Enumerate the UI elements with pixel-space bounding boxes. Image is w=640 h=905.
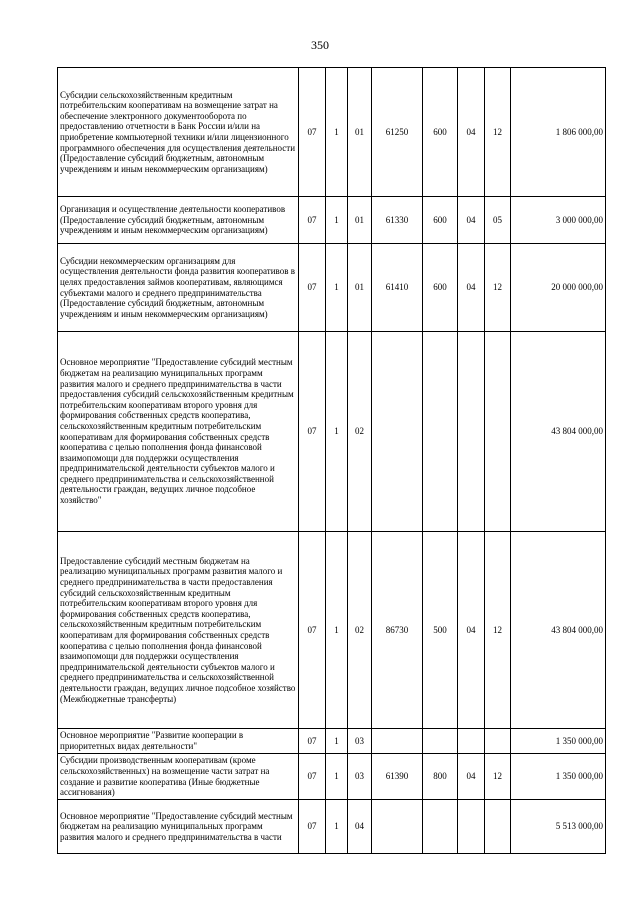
code-section: 07 xyxy=(299,244,326,332)
code-program: 1 xyxy=(326,197,348,244)
table-row xyxy=(58,197,606,244)
code-program: 1 xyxy=(326,332,348,532)
row-amount: 1 806 000,00 xyxy=(511,68,606,197)
code-chapter xyxy=(458,332,485,532)
code-chapter: 04 xyxy=(458,68,485,197)
row-amount: 43 804 000,00 xyxy=(511,332,606,532)
code-direction: 61250 xyxy=(372,68,423,197)
code-chapter: 04 xyxy=(458,244,485,332)
row-amount: 20 000 000,00 xyxy=(511,244,606,332)
table-row xyxy=(58,754,606,800)
code-subprogram: 04 xyxy=(348,800,372,854)
code-section: 07 xyxy=(299,332,326,532)
table-row xyxy=(58,729,606,754)
code-section: 07 xyxy=(299,197,326,244)
code-expense-type xyxy=(423,332,458,532)
code-subsection: 12 xyxy=(485,532,511,729)
row-description: Предоставление субсидий местным бюджетам на реализацию муниципальных программ развития малого и среднего предпринимательства в части предоставления субсидий сельскохозяйственным кредитным потребительским кооперативам второго уровня для формирования собственных средств кооператива, сельскохозяйственным кредитным потребительским кооперативам для формирования собственных средств кооператива с целью пополнения фонда финансовой взаимопомощи для поддержки осуществления предпринимательской деятельности субъектов малого и среднего предпринимательства и сельскохозяйственной деятельности граждан, ведущих личное подсобное хозяйство (Межбюджетные трансферты) xyxy=(58,532,299,729)
code-subsection: 12 xyxy=(485,754,511,800)
code-subprogram: 03 xyxy=(348,729,372,754)
table-row xyxy=(58,532,606,729)
code-chapter: 04 xyxy=(458,754,485,800)
table-row xyxy=(58,244,606,332)
code-direction: 86730 xyxy=(372,532,423,729)
code-section: 07 xyxy=(299,532,326,729)
code-subprogram: 02 xyxy=(348,332,372,532)
row-amount: 3 000 000,00 xyxy=(511,197,606,244)
code-program: 1 xyxy=(326,244,348,332)
row-description: Субсидии сельскохозяйственным кредитным потребительским кооперативам на возмещение затрат на обеспечение электронного документооборота по предоставлению отчетности в Банк России и/или на приобретение компьютерной техники и/или лицензионного программного обеспечения для осуществления деятельности (Предоставление субсидий бюджетным, автономным учреждениям и иным некоммерческим организациям) xyxy=(58,68,299,197)
code-direction: 61410 xyxy=(372,244,423,332)
code-program: 1 xyxy=(326,532,348,729)
table-row xyxy=(58,68,606,197)
code-chapter: 04 xyxy=(458,532,485,729)
code-chapter: 04 xyxy=(458,197,485,244)
code-program: 1 xyxy=(326,68,348,197)
row-amount: 5 513 000,00 xyxy=(511,800,606,854)
code-expense-type: 600 xyxy=(423,68,458,197)
code-expense-type: 800 xyxy=(423,754,458,800)
code-subprogram: 02 xyxy=(348,532,372,729)
table-row xyxy=(58,800,606,854)
budget-table xyxy=(57,67,606,854)
code-expense-type: 600 xyxy=(423,244,458,332)
row-description: Организация и осуществление деятельности кооперативов (Предоставление субсидий бюджетным, автономным учреждениям и иным некоммерческим организациям) xyxy=(58,197,299,244)
code-subprogram: 01 xyxy=(348,244,372,332)
code-chapter xyxy=(458,729,485,754)
page-number: 350 xyxy=(311,38,329,52)
code-program: 1 xyxy=(326,754,348,800)
row-description: Основное мероприятие "Развитие кооперации в приоритетных видах деятельности" xyxy=(58,729,299,754)
code-subprogram: 01 xyxy=(348,68,372,197)
code-subprogram: 03 xyxy=(348,754,372,800)
code-subsection xyxy=(485,332,511,532)
row-amount: 43 804 000,00 xyxy=(511,532,606,729)
code-direction xyxy=(372,729,423,754)
row-description: Субсидии производственным кооперативам (кроме сельскохозяйственных) на возмещение части затрат на создание и развитие кооператива (Иные бюджетные ассигнования) xyxy=(58,754,299,800)
code-expense-type xyxy=(423,800,458,854)
table-row xyxy=(58,332,606,532)
code-direction: 61330 xyxy=(372,197,423,244)
code-section: 07 xyxy=(299,754,326,800)
row-amount: 1 350 000,00 xyxy=(511,754,606,800)
code-section: 07 xyxy=(299,68,326,197)
code-subsection xyxy=(485,729,511,754)
code-expense-type: 500 xyxy=(423,532,458,729)
code-program: 1 xyxy=(326,729,348,754)
code-subsection: 05 xyxy=(485,197,511,244)
row-description: Основное мероприятие "Предоставление субсидий местным бюджетам на реализацию муниципальных программ развития малого и среднего предпринимательства в части xyxy=(58,800,299,854)
row-description: Субсидии некоммерческим организациям для осуществления деятельности фонда развития кооперативов в целях предоставления займов кооперативам, являющимся субъектами малого и среднего предпринимательства (Предоставление субсидий бюджетным, автономным учреждениям и иным некоммерческим организациям) xyxy=(58,244,299,332)
code-section: 07 xyxy=(299,729,326,754)
code-section: 07 xyxy=(299,800,326,854)
row-description: Основное мероприятие "Предоставление субсидий местным бюджетам на реализацию муниципальных программ развития малого и среднего предпринимательства в части предоставления субсидий сельскохозяйственным кредитным потребительским кооперативам второго уровня для формирования собственных средств кооператива, сельскохозяйственным кредитным потребительским кооперативам для формирования собственных средств кооператива с целью пополнения фонда финансовой взаимопомощи для поддержки осуществления предпринимательской деятельности субъектов малого и среднего предпринимательства и сельскохозяйственной деятельности граждан, ведущих личное подсобное хозяйство" xyxy=(58,332,299,532)
code-direction xyxy=(372,800,423,854)
code-subsection xyxy=(485,800,511,854)
code-expense-type xyxy=(423,729,458,754)
code-direction xyxy=(372,332,423,532)
code-subprogram: 01 xyxy=(348,197,372,244)
code-subsection: 12 xyxy=(485,68,511,197)
row-amount: 1 350 000,00 xyxy=(511,729,606,754)
code-subsection: 12 xyxy=(485,244,511,332)
code-expense-type: 600 xyxy=(423,197,458,244)
code-chapter xyxy=(458,800,485,854)
code-program: 1 xyxy=(326,800,348,854)
code-direction: 61390 xyxy=(372,754,423,800)
